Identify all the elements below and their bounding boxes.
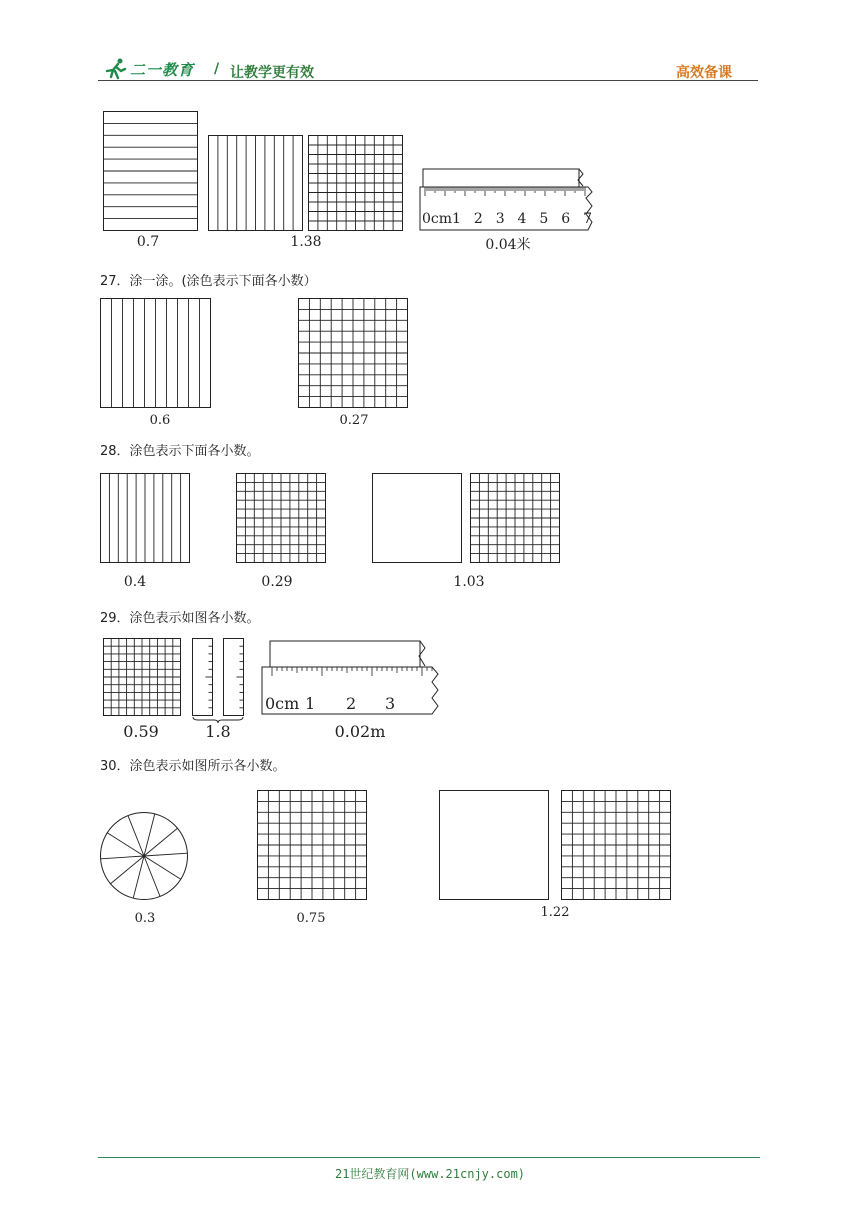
question-28-title: 28．涂色表示下面各小数。	[100, 444, 260, 459]
tenths-circle	[100, 812, 190, 902]
value-label: 1.22	[540, 905, 570, 920]
hundred-grid	[470, 473, 560, 563]
footer-divider	[98, 1157, 760, 1158]
value-label: 0.04米	[485, 237, 531, 253]
ruler-digit: 6	[561, 211, 571, 227]
value-label: 0.3	[134, 911, 156, 926]
value-label: 0.59	[123, 722, 159, 741]
ruler-bottom-digits	[265, 694, 405, 714]
strip-grid-vertical	[100, 473, 190, 563]
value-label: 0.7	[136, 234, 160, 250]
hundred-grid	[308, 135, 403, 231]
ruler-digit: 2	[346, 694, 357, 713]
hundred-grid	[561, 790, 671, 900]
unit-square	[372, 473, 462, 563]
ruler-digit: 2	[473, 211, 483, 227]
footer-text: 21世纪教育网(www.21cnjy.com)	[334, 1167, 526, 1181]
hundred-grid	[103, 638, 181, 716]
value-label: 0.02m	[334, 722, 386, 741]
value-label: 0.75	[296, 911, 326, 926]
ruler-digit: 0cm1	[422, 211, 461, 227]
header-separator: /	[214, 61, 220, 77]
value-label: 0.6	[149, 413, 171, 428]
value-label: 0.27	[339, 413, 369, 428]
question-27-title: 27．涂一涂。(涂色表示下面各小数）	[100, 274, 317, 289]
hundred-grid	[236, 473, 326, 563]
question-29-title: 29．涂色表示如图各小数。	[100, 611, 260, 626]
value-label: 1.8	[205, 722, 231, 741]
header-slogan: 让教学更有效	[230, 65, 314, 81]
brand-name: 二一教育	[130, 61, 195, 79]
strip-grid-vertical	[208, 135, 303, 231]
header-corner-label: 高效备课	[676, 65, 732, 81]
ruler-digit: 3	[495, 211, 505, 227]
value-label: 1.38	[290, 234, 322, 250]
ruler-digit: 3	[385, 694, 396, 713]
header-divider	[98, 80, 758, 81]
value-label: 1.03	[453, 574, 485, 590]
value-label: 0.29	[261, 574, 293, 590]
unit-square	[439, 790, 549, 900]
ruler-digit: 7	[583, 211, 592, 227]
ruler-digit: 0cm	[265, 694, 300, 713]
strip-grid-horizontal	[103, 111, 198, 231]
ruler-digit: 1	[305, 694, 316, 713]
runner-logo-icon	[104, 58, 128, 80]
value-label: 0.4	[123, 574, 147, 590]
strip-grid-vertical	[100, 298, 211, 408]
question-30-title: 30．涂色表示如图所示各小数。	[100, 759, 286, 774]
ruler-digit: 5	[539, 211, 549, 227]
ruler-top-digits	[422, 211, 592, 227]
tenths-bars	[192, 638, 246, 720]
hundred-grid	[257, 790, 367, 900]
brand-logo	[104, 58, 194, 80]
ruler-digit: 4	[517, 211, 527, 227]
hundred-grid	[298, 298, 408, 408]
